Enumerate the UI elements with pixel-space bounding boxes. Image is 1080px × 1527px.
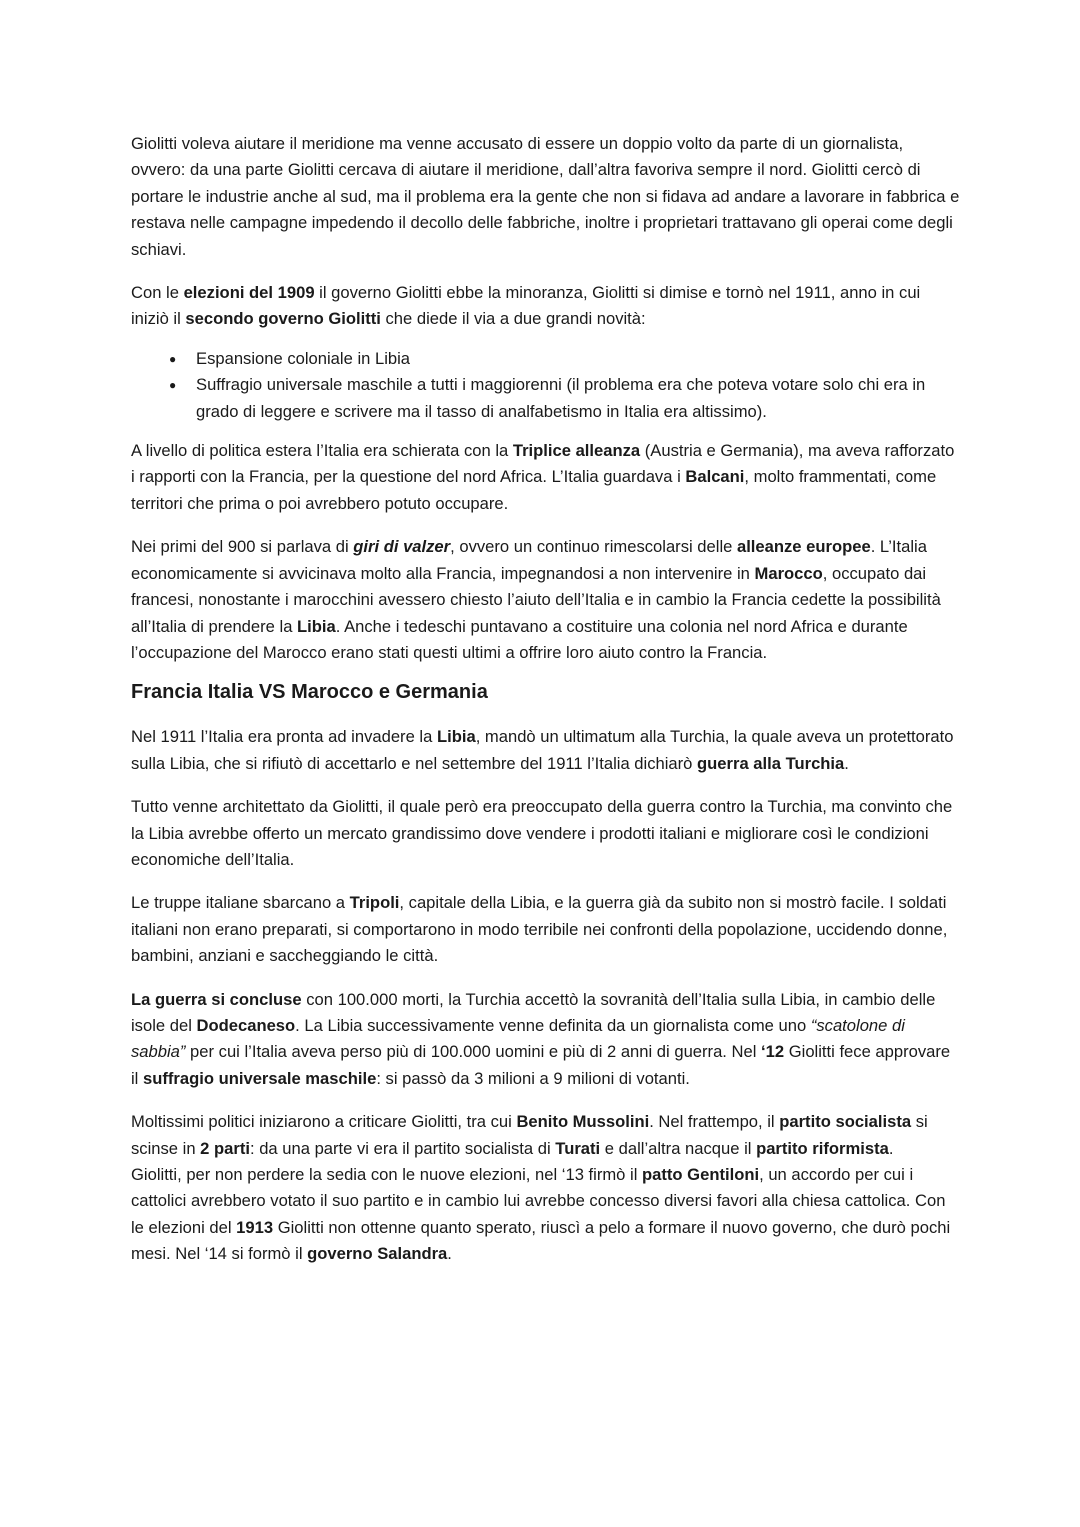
paragraph-elezioni-1909: Con le elezioni del 1909 il governo Giolitti ebbe la minoranza, Giolitti si dimise e tornò nel 1911, anno in cui iniziò il secondo governo Giolitti che diede il via a due grandi novità: <box>131 283 921 329</box>
paragraph-politica-estera: A livello di politica estera l’Italia era schierata con la Triplice alleanza (Austria e Germania), ma aveva rafforzato i rapporti con la Francia, per la questione del nord Africa. L’Italia guardava i Balcani, molto frammentati, come territori che prima o poi avrebbero potuto occupare. <box>131 441 955 513</box>
list-item: ● Espansione coloniale in Libia <box>131 346 961 372</box>
list-item: ● Suffragio universale maschile a tutti i maggiorenni (il problema era che poteva votare solo chi era in grado di leggere e scrivere ma il tasso di analfabetismo in Italia era altissimo). <box>131 372 961 425</box>
paragraph-guerra-turchia: Nel 1911 l’Italia era pronta ad invadere la Libia, mandò un ultimatum alla Turchia, la quale aveva un protettorato sulla Libia, che si rifiutò di accettarlo e nel settembre del 1911 l’Italia dichiarò guerra alla Turchia. <box>131 727 954 773</box>
document-page <box>131 131 961 1285</box>
paragraph-patto-gentiloni: Giolitti, per non perdere la sedia con le nuove elezioni, nel ‘13 firmò il patto Gentiloni, un accordo per cui i cattolici avrebbero votato il suo partito e in cambio lui avrebbe concesso diversi favori alla chiesa cattolica. Con le elezioni del 1913 Giolitti non ottenne quanto sperato, riuscì a pelo a formare il nuovo governo, che durò pochi mesi. Nel ‘14 si formò il governo Salandra. <box>131 1165 951 1264</box>
paragraph-giolitti-meridione: Giolitti voleva aiutare il meridione ma venne accusato di essere un doppio volto da parte di un giornalista, ovvero: da una parte Giolitti cercava di aiutare il meridione, dall’altra favoriva sempre il nord. Giolitti cercò di portare le industrie anche al sud, ma il problema era la gente che non si fidava ad andare a lavorare in fabbrica e restava nelle campagne impedendo il decollo delle fabbriche, inoltre i proprietari trattavano gli operai come degli schiavi. <box>131 134 960 259</box>
paragraph-giri-di-valzer: Nei primi del 900 si parlava di giri di valzer, ovvero un continuo rimescolarsi delle alleanze europee. L’Italia economicamente si avvicinava molto alla Francia, impegnandosi a non intervenire in Marocco, occupato dai francesi, nonostante i marocchini avessero chiesto l’aiuto dell’Italia e in cambio la Francia cedette la possibilità all’Italia di prendere la Libia. Anche i tedeschi puntavano a costituire una colonia nel nord Africa e durante l’occupazione del Marocco erano stati questi ultimi a offrire loro aiuto contro la Francia. <box>131 537 941 662</box>
bullet-list-novita <box>131 346 961 425</box>
paragraph-architettato-giolitti: Tutto venne architettato da Giolitti, il quale però era preoccupato della guerra contro la Turchia, ma convinto che la Libia avrebbe offerto un mercato grandissimo dove vendere i prodotti italiani e migliorare così le condizioni economiche dell’Italia. <box>131 797 953 869</box>
paragraph-critiche-mussolini: Moltissimi politici iniziarono a criticare Giolitti, tra cui Benito Mussolini. Nel frattempo, il partito socialista si scinse in 2 parti: da una parte vi era il partito socialista di Turati e dall’altra nacque il partito riformista. <box>131 1112 928 1158</box>
paragraph-tripoli: Le truppe italiane sbarcano a Tripoli, capitale della Libia, e la guerra già da subito non si mostrò facile. I soldati italiani non erano preparati, si comportarono in modo terribile nei confronti della popolazione, uccidendo donne, bambini, anziani e saccheggiando le città. <box>131 893 948 966</box>
section-heading: Francia Italia VS Marocco e Germania <box>131 681 488 704</box>
paragraph-fine-guerra: La guerra si concluse con 100.000 morti, la Turchia accettò la sovranità dell’Italia sulla Libia, in cambio delle isole del Dodecaneso. La Libia successivamente venne definita da un giornalista come uno “scatolone di sabbia” per cui l’Italia aveva perso più di 100.000 uomini e più di 2 anni di guerra. Nel ‘12 Giolitti fece approvare il suffragio universale maschile: si passò da 3 milioni a 9 milioni di votanti. <box>131 989 951 1088</box>
